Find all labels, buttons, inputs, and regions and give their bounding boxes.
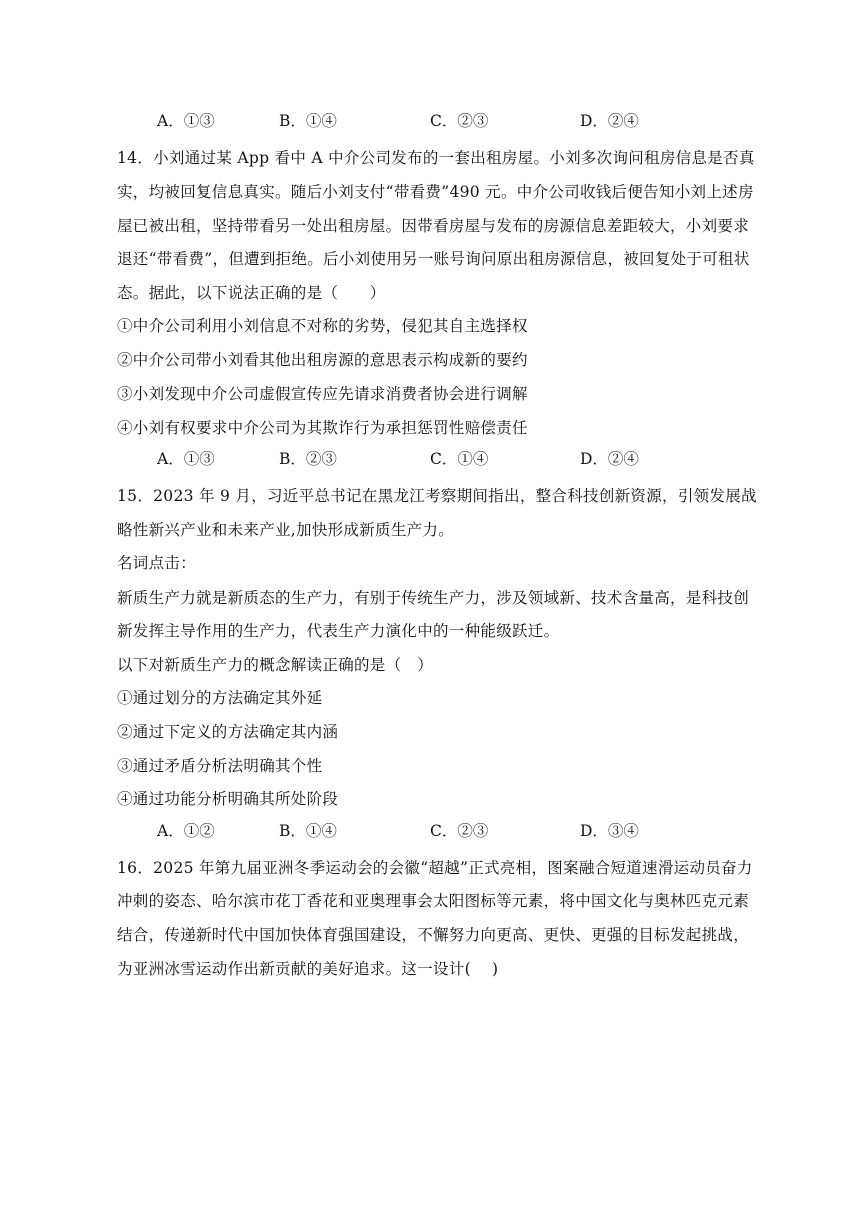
q14-choice-a: A．①③ (157, 450, 215, 468)
q14-choices (157, 449, 677, 469)
q14-option-2: ②中介公司带小刘看其他出租房源的意思表示构成新的要约 (117, 351, 528, 369)
q15-option-2: ②通过下定义的方法确定其内涵 (117, 723, 339, 741)
q15-stem-line-1: 15．2023 年 9 月，习近平总书记在黑龙江考察期间指出，整合科技创新资源，引领发展战 (117, 487, 757, 505)
q14-choice-c: C．①④ (430, 450, 489, 468)
q15-stem-line-2: 略性新兴产业和未来产业,加快形成新质生产力。 (117, 521, 455, 539)
q15-choice-d: D．③④ (580, 822, 639, 840)
q14-choice-d: D．②④ (580, 450, 639, 468)
q13-choice-d: D．②④ (580, 112, 639, 130)
q14-option-3: ③小刘发现中介公司虚假宣传应先请求消费者协会进行调解 (117, 385, 528, 403)
q15-choice-b: B．①④ (279, 822, 337, 840)
q16-stem-line-3: 结合，传递新时代中国加快体育强国建设，不懈努力向更高、更快、更强的目标发起挑战， (117, 926, 750, 944)
q15-stem-line-5: 新发挥主导作用的生产力，代表生产力演化中的一种能级跃迁。 (117, 622, 560, 640)
q13-choice-b: B．①④ (279, 112, 337, 130)
q16-stem-line-2: 冲刺的姿态、哈尔滨市花丁香花和亚奥理事会太阳图标等元素，将中国文化与奥林匹克元素 (117, 892, 750, 910)
q14-stem-line-1: 14．小刘通过某 App 看中 A 中介公司发布的一套出租房屋。小刘多次询问租房信息是否真 (117, 149, 755, 167)
q14-option-1: ①中介公司利用小刘信息不对称的劣势，侵犯其自主选择权 (117, 317, 528, 335)
q16-stem-line-4: 为亚洲冰雪运动作出新贡献的美好追求。这一设计( ) (117, 960, 499, 978)
q16-stem-line-1: 16．2025 年第九届亚洲冬季运动会的会徽“超越”正式亮相，图案融合短道速滑运动员奋力 (117, 859, 753, 877)
q15-choice-a: A．①② (157, 822, 215, 840)
q15-stem-line-6: 以下对新质生产力的概念解读正确的是（ ） (117, 656, 434, 674)
q14-choice-b: B．②③ (279, 450, 337, 468)
q14-stem-line-5: 态。据此，以下说法正确的是（ ） (117, 284, 386, 302)
q14-option-4: ④小刘有权要求中介公司为其欺诈行为承担惩罚性赔偿责任 (117, 419, 528, 437)
q15-option-4: ④通过功能分析明确其所处阶段 (117, 790, 339, 808)
q13-choices (157, 111, 677, 131)
q13-choice-c: C．②③ (430, 112, 489, 130)
q15-choices (157, 821, 677, 841)
q15-choice-c: C．②③ (430, 822, 489, 840)
q15-stem-line-3: 名词点击： (117, 554, 197, 572)
q15-stem-line-4: 新质生产力就是新质态的生产力，有别于传统生产力，涉及领域新、技术含量高，是科技创 (117, 589, 750, 607)
q14-stem-line-3: 屋已被出租，坚持带看另一处出租房屋。因带看房屋与发布的房源信息差距较大，小刘要求 (117, 217, 750, 235)
q15-option-1: ①通过划分的方法确定其外延 (117, 689, 323, 707)
q14-stem-line-2: 实，均被回复信息真实。随后小刘支付“带看费”490 元。中介公司收钱后便告知小刘上述房 (117, 183, 754, 201)
q13-choice-a: A．①③ (157, 112, 215, 130)
q14-stem-line-4: 退还“带看费”，但遭到拒绝。后小刘使用另一账号询问原出租房源信息，被回复处于可租状 (117, 250, 750, 268)
q15-option-3: ③通过矛盾分析法明确其个性 (117, 757, 323, 775)
